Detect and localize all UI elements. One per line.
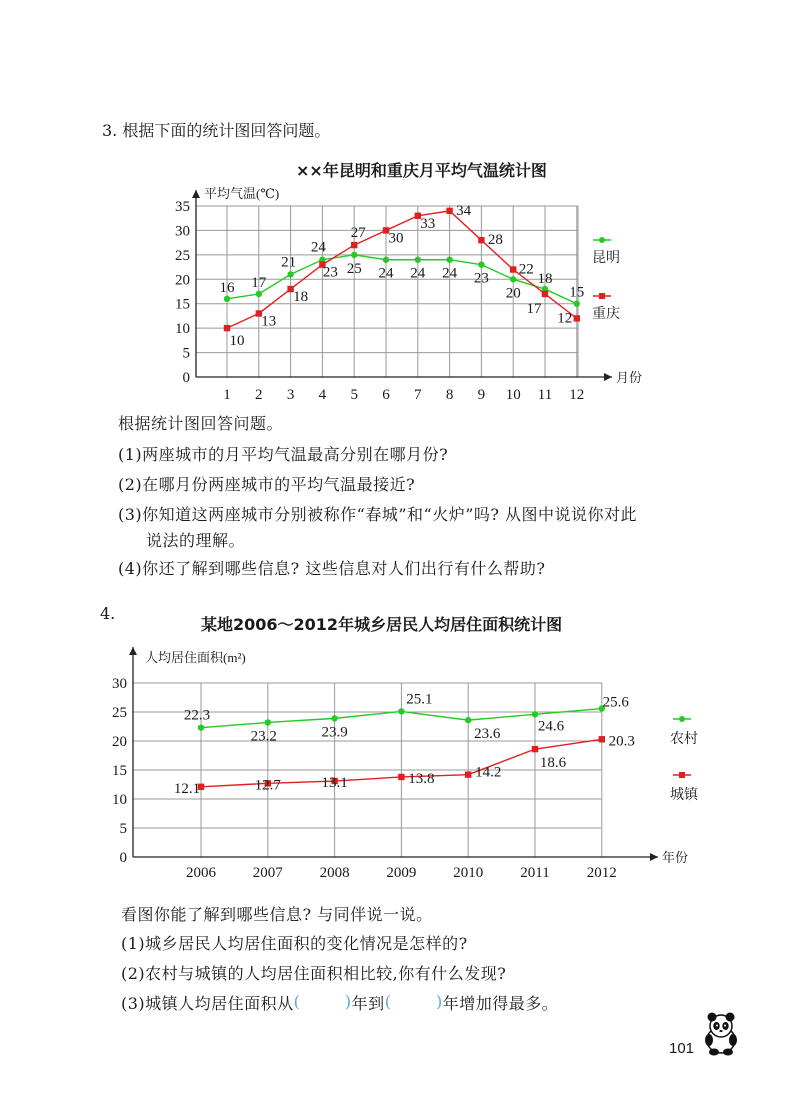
- y-tick-label: 5: [182, 345, 190, 362]
- q3-question-2: (2)在哪月份两座城市的平均气温最接近?: [118, 475, 416, 494]
- answer-blank-start-year[interactable]: [294, 994, 352, 1012]
- y-tick-label: 20: [175, 272, 190, 289]
- data-point: [398, 708, 404, 714]
- data-label: 25: [346, 260, 362, 277]
- data-label: 21: [281, 254, 297, 271]
- data-point: [599, 736, 605, 742]
- x-tick-label: 8: [445, 387, 454, 403]
- legend-marker: [599, 293, 605, 299]
- data-point: [542, 291, 548, 297]
- y-axis-arrow-icon: [192, 190, 200, 198]
- x-tick-label: 5: [350, 387, 358, 403]
- data-label: 34: [456, 202, 472, 219]
- data-label: 25.6: [602, 694, 629, 711]
- y-tick-label: 0: [182, 370, 190, 386]
- data-point: [574, 301, 580, 307]
- y-tick-label: 35: [175, 199, 190, 215]
- legend-marker: [679, 716, 685, 722]
- data-label: 23: [322, 264, 338, 281]
- data-label: 24: [378, 265, 394, 282]
- page-number: 101: [669, 1040, 695, 1057]
- legend-label: 昆明: [592, 251, 620, 266]
- q3-intro: 根据统计图回答问题。: [118, 414, 284, 433]
- data-label: 14.2: [475, 764, 502, 781]
- y-tick-label: 30: [112, 676, 127, 692]
- answer-blank-end-year[interactable]: [385, 994, 443, 1012]
- data-label: 28: [487, 232, 503, 249]
- legend-marker: [679, 772, 685, 778]
- data-label: 18: [293, 289, 309, 306]
- data-label: 33: [420, 215, 436, 232]
- y-tick-label: 0: [119, 850, 127, 866]
- x-tick-label: 2: [255, 387, 263, 403]
- data-label: 15: [569, 284, 585, 301]
- data-label: 22.3: [183, 707, 211, 724]
- data-label: 12.1: [173, 780, 201, 797]
- data-point: [331, 715, 337, 721]
- data-label: 23.6: [474, 726, 501, 743]
- data-point: [446, 257, 452, 263]
- y-tick-label: 30: [175, 223, 190, 240]
- x-tick-label: 12: [569, 387, 585, 403]
- x-tick-label: 3: [286, 387, 295, 403]
- legend-label: 重庆: [592, 307, 620, 322]
- q4-q3-part-1: (3)城镇人均居住面积从: [121, 994, 294, 1013]
- x-tick-label: 6: [382, 387, 390, 403]
- data-label: 13.8: [408, 770, 435, 787]
- data-label: 17: [251, 274, 267, 291]
- q4-intro: 看图你能了解到哪些信息? 与同伴说一说。: [121, 905, 433, 924]
- data-point: [287, 271, 293, 277]
- data-point: [351, 252, 357, 258]
- data-label: 16: [219, 279, 235, 296]
- data-label: 13: [261, 313, 277, 330]
- x-axis-arrow-icon: [650, 853, 658, 861]
- y-axis-arrow-icon: [129, 647, 137, 655]
- data-point: [574, 315, 580, 321]
- data-label: 25.1: [406, 691, 433, 708]
- q4-question-2: (2)农村与城镇的人均居住面积相比较,你有什么发现?: [121, 964, 507, 983]
- y-tick-label: 15: [175, 296, 190, 313]
- data-label: 24: [442, 265, 458, 282]
- y-tick-label: 25: [175, 247, 190, 264]
- y-tick-label: 25: [112, 705, 127, 721]
- y-tick-label: 5: [119, 821, 127, 837]
- x-tick-label: 2006: [186, 865, 216, 881]
- q3-question-1: (1)两座城市的月平均气温最高分别在哪月份?: [118, 445, 449, 464]
- q3-heading: 3. 根据下面的统计图回答问题。: [102, 121, 331, 140]
- q4-question-3: [121, 991, 558, 1014]
- x-tick-label: 2012: [586, 865, 617, 881]
- data-label: 18.6: [539, 755, 567, 772]
- data-label: 24: [410, 265, 426, 282]
- data-point: [532, 711, 538, 717]
- x-axis-label: 月份: [616, 370, 643, 385]
- y-axis-label: 平均气温(℃): [204, 186, 280, 201]
- x-tick-label: 11: [537, 387, 553, 403]
- x-tick-label: 2007: [252, 865, 283, 881]
- chart1-title: ××年昆明和重庆月平均气温统计图: [296, 161, 547, 180]
- x-tick-label: 9: [477, 387, 486, 403]
- data-label: 23.2: [250, 728, 277, 745]
- q3-question-4: (4)你还了解到哪些信息? 这些信息对人们出行有什么帮助?: [118, 559, 546, 578]
- data-label: 20: [505, 285, 521, 302]
- data-point: [465, 771, 471, 777]
- legend-marker: [599, 237, 605, 243]
- panda-mascot-icon: [700, 1010, 742, 1058]
- data-label: 22: [518, 261, 534, 278]
- data-point: [198, 724, 204, 730]
- data-point: [224, 325, 230, 331]
- data-label: 13.1: [321, 775, 348, 792]
- data-point: [415, 257, 421, 263]
- y-tick-label: 10: [112, 792, 127, 808]
- q4-number: 4.: [100, 604, 116, 623]
- q4-q3-part-3: 年增加得最多。: [442, 994, 559, 1013]
- data-label: 30: [388, 230, 404, 247]
- data-label: 23.9: [321, 724, 348, 741]
- q4-q3-part-2: 年到: [351, 994, 385, 1013]
- data-point: [478, 237, 484, 243]
- x-tick-label: 2008: [319, 865, 350, 881]
- data-label: 23: [473, 270, 489, 287]
- data-point: [532, 746, 538, 752]
- data-point: [256, 291, 262, 297]
- chart2-title: 某地2006～2012年城乡居民人均居住面积统计图: [201, 615, 563, 634]
- legend-label: 城镇: [670, 788, 698, 803]
- y-tick-label: 15: [112, 763, 127, 779]
- data-point: [265, 719, 271, 725]
- data-point: [510, 266, 516, 272]
- data-point: [478, 261, 484, 267]
- x-axis-label: 年份: [662, 850, 689, 865]
- data-point: [398, 774, 404, 780]
- y-tick-label: 10: [175, 321, 190, 338]
- data-label: 27: [350, 225, 366, 242]
- x-tick-label: 2011: [520, 865, 550, 881]
- data-point: [446, 208, 452, 214]
- data-label: 17: [526, 300, 542, 317]
- x-axis-arrow-icon: [604, 373, 612, 381]
- data-point: [351, 242, 357, 248]
- data-label: 10: [229, 333, 245, 350]
- y-tick-label: 20: [112, 734, 127, 750]
- data-label: 12: [557, 310, 573, 327]
- data-label: 20.3: [608, 733, 635, 750]
- data-label: 24.6: [537, 718, 565, 735]
- x-tick-label: 2010: [453, 865, 484, 881]
- data-label: 12.7: [254, 777, 281, 794]
- data-point: [224, 296, 230, 302]
- x-tick-label: 7: [414, 387, 422, 403]
- q4-question-1: (1)城乡居民人均居住面积的变化情况是怎样的?: [121, 934, 468, 953]
- x-tick-label: 2009: [386, 865, 417, 881]
- data-label: 18: [537, 271, 553, 288]
- x-tick-label: 1: [223, 387, 231, 403]
- data-point: [510, 276, 516, 282]
- x-tick-label: 10: [505, 387, 521, 403]
- data-label: 24: [310, 239, 326, 256]
- x-tick-label: 4: [318, 387, 327, 403]
- y-axis-label: 人均居住面积(m²): [145, 650, 246, 665]
- q3-question-3-cont: 说法的理解。: [146, 531, 246, 550]
- q3-question-3: (3)你知道这两座城市分别被称作“春城”和“火炉”吗? 从图中说说你对此: [118, 505, 638, 524]
- data-point: [465, 717, 471, 723]
- data-point: [383, 257, 389, 263]
- legend-label: 农村: [670, 732, 698, 747]
